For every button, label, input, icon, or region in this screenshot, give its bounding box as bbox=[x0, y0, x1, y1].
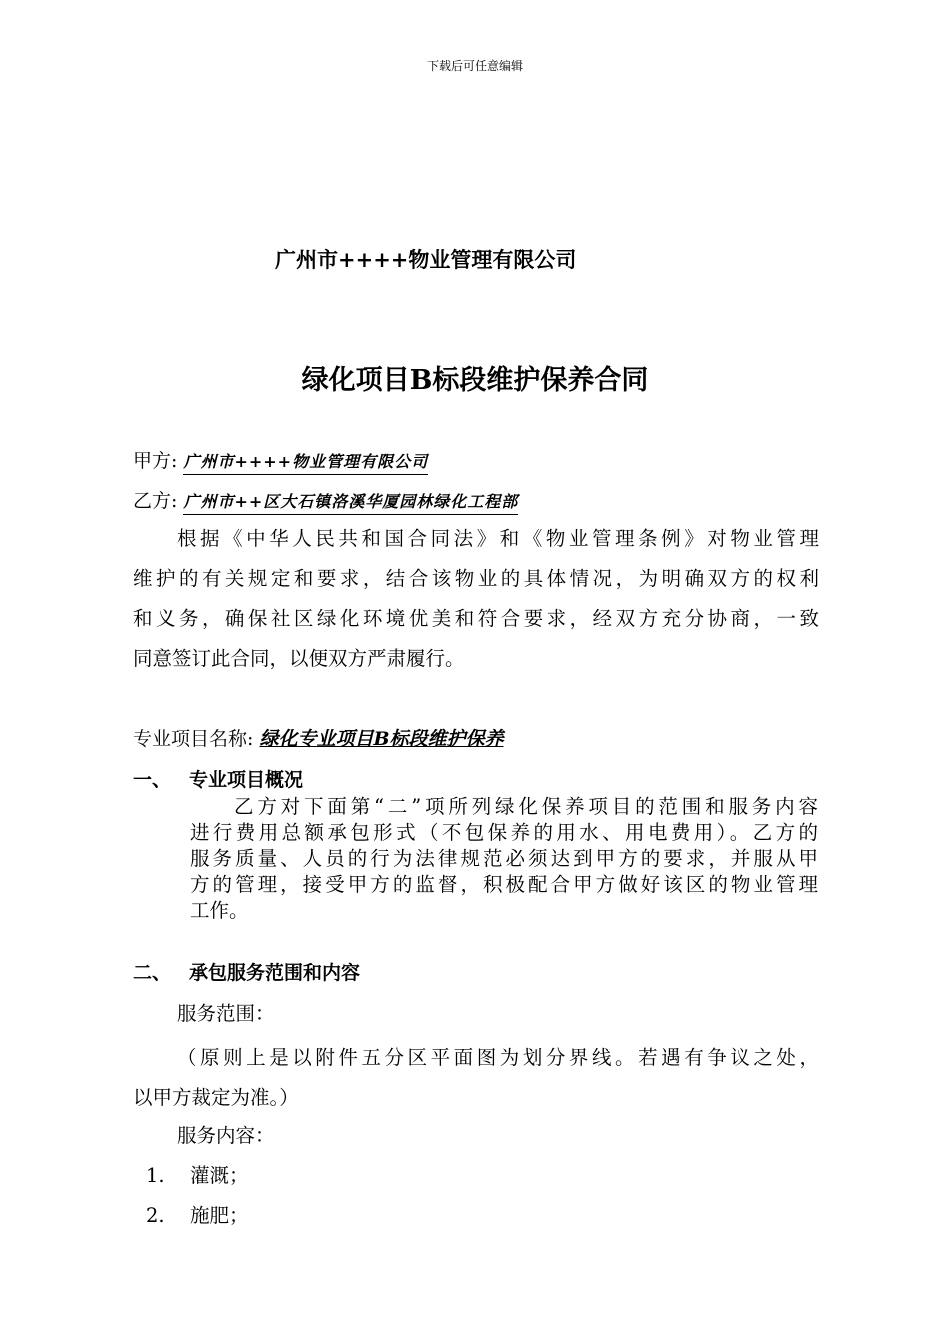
party-a bbox=[133, 446, 428, 475]
intro-line: 和义务，确保社区绿化环境优美和符合要求，经双方充分协商，一致 bbox=[133, 607, 819, 630]
project-name bbox=[133, 724, 504, 751]
scope-note-line: （原则上是以附件五分区平面图为划分界线。若遇有争议之处， bbox=[177, 1046, 819, 1069]
project-name-value: 绿化专业项目B标段维护保养 bbox=[259, 728, 504, 750]
service-item bbox=[146, 1200, 249, 1228]
page-header-note: 下载后可任意编辑 bbox=[426, 59, 523, 73]
company-heading: 广州市++++物业管理有限公司 bbox=[275, 247, 577, 272]
section-2-number: 二、 bbox=[133, 962, 172, 984]
party-b-value: 广州市++区大石镇洛溪华厦园林绿化工程部 bbox=[183, 489, 518, 515]
overview-line: 方的管理，接受甲方的监督，积极配合甲方做好该区的物业管理 bbox=[190, 873, 818, 896]
service-item bbox=[146, 1160, 249, 1188]
service-scope-label: 服务范围： bbox=[177, 1002, 275, 1025]
intro-line: 同意签订此合同，以便双方严肃履行。 bbox=[133, 647, 465, 670]
party-b bbox=[133, 486, 518, 515]
overview-line: 乙方对下面第“二”项所列绿化保养项目的范围和服务内容 bbox=[234, 795, 818, 818]
service-item-number: 1. bbox=[146, 1164, 165, 1187]
party-a-value: 广州市++++物业管理有限公司 bbox=[183, 449, 428, 475]
service-content-label: 服务内容： bbox=[177, 1124, 275, 1147]
service-item-text: 灌溉； bbox=[190, 1164, 249, 1187]
intro-line: 维护的有关规定和要求，结合该物业的具体情况，为明确双方的权利 bbox=[133, 567, 819, 590]
contract-title: 绿化项目B标段维护保养合同 bbox=[301, 365, 649, 396]
section-1-number: 一、 bbox=[133, 769, 172, 791]
section-1-title: 专业项目概况 bbox=[189, 769, 304, 791]
intro-paragraph bbox=[133, 519, 819, 679]
project-name-label: 专业项目名称: bbox=[133, 728, 254, 750]
scope-note bbox=[133, 1038, 819, 1118]
party-b-label: 乙方: bbox=[133, 490, 178, 512]
section-2-heading bbox=[133, 958, 360, 985]
service-item-text: 施肥； bbox=[190, 1204, 249, 1227]
overview-line: 工作。 bbox=[190, 899, 249, 922]
section-2-title: 承包服务范围和内容 bbox=[189, 962, 361, 984]
scope-note-line: 以甲方裁定为准。） bbox=[133, 1086, 299, 1109]
overview-paragraph bbox=[190, 794, 818, 924]
overview-line: 服务质量、人员的行为法律规范必须达到甲方的要求，并服从甲 bbox=[190, 847, 818, 870]
party-a-label: 甲方: bbox=[133, 450, 178, 472]
section-1-heading bbox=[133, 765, 303, 792]
service-item-number: 2. bbox=[146, 1204, 165, 1227]
intro-line: 根据《中华人民共和国合同法》和《物业管理条例》对物业管理 bbox=[177, 527, 819, 550]
overview-line: 进行费用总额承包形式（不包保养的用水、用电费用）。乙方的 bbox=[190, 821, 818, 844]
